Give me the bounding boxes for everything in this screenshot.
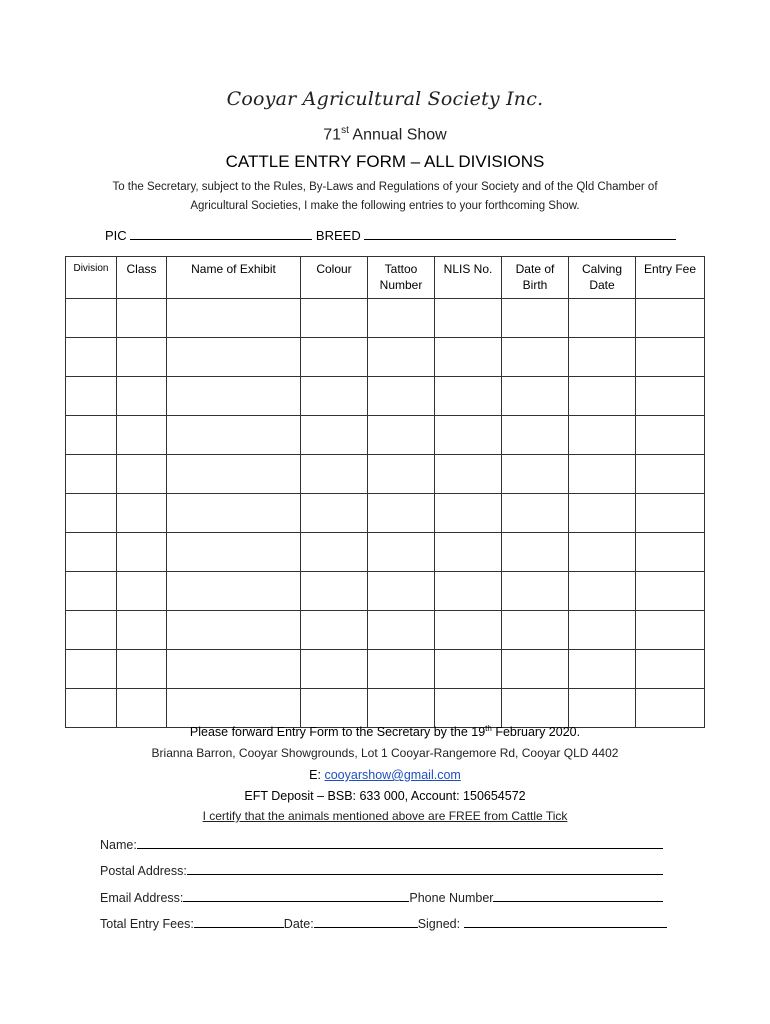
entry-cell[interactable] bbox=[636, 455, 705, 494]
pic-label: PIC bbox=[105, 228, 127, 243]
entry-cell[interactable] bbox=[435, 455, 502, 494]
entry-cell[interactable] bbox=[167, 650, 301, 689]
entry-cell[interactable] bbox=[569, 416, 636, 455]
table-row bbox=[66, 455, 705, 494]
entry-cell[interactable] bbox=[502, 572, 569, 611]
entry-cell[interactable] bbox=[167, 377, 301, 416]
table-row bbox=[66, 572, 705, 611]
entry-cell[interactable] bbox=[301, 572, 368, 611]
name-field[interactable] bbox=[137, 836, 663, 849]
entry-cell[interactable] bbox=[117, 650, 167, 689]
breed-label: BREED bbox=[315, 228, 361, 243]
entry-cell[interactable] bbox=[368, 377, 435, 416]
signed-label: Signed: bbox=[417, 917, 461, 931]
pic-breed-line bbox=[105, 228, 676, 243]
entry-cell[interactable] bbox=[502, 338, 569, 377]
entry-cell[interactable] bbox=[636, 611, 705, 650]
entry-cell[interactable] bbox=[167, 455, 301, 494]
email-label: E: bbox=[309, 768, 321, 782]
entry-cell[interactable] bbox=[66, 611, 117, 650]
col-tattoo-number: Tattoo Number bbox=[368, 257, 435, 299]
entry-cell[interactable] bbox=[569, 689, 636, 728]
table-row bbox=[66, 338, 705, 377]
entry-cell[interactable] bbox=[66, 299, 117, 338]
entry-cell[interactable] bbox=[117, 338, 167, 377]
entry-cell[interactable] bbox=[167, 533, 301, 572]
entry-cell[interactable] bbox=[502, 377, 569, 416]
entry-cell[interactable] bbox=[636, 533, 705, 572]
col-date-of-birth: Date of Birth bbox=[502, 257, 569, 299]
entry-cell[interactable] bbox=[117, 494, 167, 533]
table-row bbox=[66, 533, 705, 572]
entry-cell[interactable] bbox=[435, 650, 502, 689]
entry-cell[interactable] bbox=[502, 416, 569, 455]
name-line bbox=[100, 836, 663, 852]
email-link[interactable]: cooyarshow@gmail.com bbox=[324, 768, 461, 782]
date-label: Date: bbox=[283, 917, 314, 931]
entry-cell[interactable] bbox=[368, 533, 435, 572]
entry-cell[interactable] bbox=[301, 689, 368, 728]
show-title bbox=[0, 125, 770, 144]
entry-cell[interactable] bbox=[636, 494, 705, 533]
table-row bbox=[66, 494, 705, 533]
entry-cell[interactable] bbox=[502, 533, 569, 572]
show-number: 71 bbox=[323, 126, 342, 144]
entry-cell[interactable] bbox=[301, 533, 368, 572]
entry-cell[interactable] bbox=[117, 377, 167, 416]
entry-cell[interactable] bbox=[502, 299, 569, 338]
table-header-row bbox=[66, 257, 705, 299]
entry-cell[interactable] bbox=[636, 650, 705, 689]
entry-cell[interactable] bbox=[167, 299, 301, 338]
postal-line bbox=[100, 862, 663, 878]
entry-cell[interactable] bbox=[435, 611, 502, 650]
entry-cell[interactable] bbox=[117, 455, 167, 494]
signature-field[interactable] bbox=[464, 915, 667, 928]
phone-field[interactable] bbox=[493, 889, 663, 902]
entry-cell[interactable] bbox=[66, 494, 117, 533]
entry-cell[interactable] bbox=[435, 494, 502, 533]
col-class: Class bbox=[117, 257, 167, 299]
fees-date-signed-line bbox=[100, 915, 667, 931]
entry-cell[interactable] bbox=[569, 299, 636, 338]
entry-cell[interactable] bbox=[636, 416, 705, 455]
entry-cell[interactable] bbox=[66, 377, 117, 416]
email-address-field[interactable] bbox=[183, 889, 409, 902]
entry-cell[interactable] bbox=[368, 455, 435, 494]
entry-cell[interactable] bbox=[368, 338, 435, 377]
entry-cell[interactable] bbox=[66, 650, 117, 689]
email-phone-line bbox=[100, 889, 663, 905]
entry-cell[interactable] bbox=[117, 572, 167, 611]
entry-cell[interactable] bbox=[368, 650, 435, 689]
entry-cell[interactable] bbox=[301, 455, 368, 494]
entry-cell[interactable] bbox=[569, 494, 636, 533]
entry-cell[interactable] bbox=[435, 689, 502, 728]
col-colour: Colour bbox=[301, 257, 368, 299]
entry-cell[interactable] bbox=[117, 611, 167, 650]
postal-field[interactable] bbox=[187, 862, 663, 875]
postal-label: Postal Address: bbox=[100, 864, 187, 878]
entry-cell[interactable] bbox=[636, 338, 705, 377]
date-field[interactable] bbox=[314, 915, 418, 928]
table-row bbox=[66, 611, 705, 650]
entry-cell[interactable] bbox=[167, 338, 301, 377]
entry-cell[interactable] bbox=[117, 689, 167, 728]
entry-cell[interactable] bbox=[502, 689, 569, 728]
entry-cell[interactable] bbox=[502, 650, 569, 689]
entry-cell[interactable] bbox=[569, 455, 636, 494]
entry-cell[interactable] bbox=[502, 494, 569, 533]
certify-statement: I certify that the animals mentioned above are FREE from Cattle Tick bbox=[202, 809, 568, 823]
col-entry-fee: Entry Fee bbox=[636, 257, 705, 299]
entry-cell[interactable] bbox=[569, 572, 636, 611]
entry-cell[interactable] bbox=[569, 650, 636, 689]
eft-details: EFT Deposit – BSB: 633 000, Account: 150654572 bbox=[244, 789, 526, 803]
entry-cell[interactable] bbox=[66, 455, 117, 494]
entry-cell[interactable] bbox=[301, 377, 368, 416]
entry-cell[interactable] bbox=[301, 611, 368, 650]
pic-field[interactable] bbox=[130, 228, 312, 240]
entry-cell[interactable] bbox=[167, 416, 301, 455]
breed-field[interactable] bbox=[364, 228, 676, 240]
table-row bbox=[66, 416, 705, 455]
entry-cell[interactable] bbox=[636, 572, 705, 611]
entry-cell[interactable] bbox=[301, 494, 368, 533]
entry-cell[interactable] bbox=[502, 611, 569, 650]
entry-cell[interactable] bbox=[435, 338, 502, 377]
phone-label: Phone Number bbox=[409, 891, 494, 905]
entry-cell[interactable] bbox=[301, 650, 368, 689]
entry-cell[interactable] bbox=[636, 299, 705, 338]
entry-cell[interactable] bbox=[167, 572, 301, 611]
entry-cell[interactable] bbox=[435, 572, 502, 611]
entry-cell[interactable] bbox=[368, 299, 435, 338]
entry-cell[interactable] bbox=[117, 533, 167, 572]
society-name: Cooyar Agricultural Society Inc. bbox=[226, 88, 544, 110]
show-text: Annual Show bbox=[352, 126, 447, 144]
form-title: CATTLE ENTRY FORM – ALL DIVISIONS bbox=[225, 152, 545, 171]
entry-cell[interactable] bbox=[117, 299, 167, 338]
entry-cell[interactable] bbox=[569, 611, 636, 650]
forward-instruction: Please forward Entry Form to the Secretary by the 19th February 2020. bbox=[189, 724, 581, 740]
entry-cell[interactable] bbox=[368, 416, 435, 455]
entry-cell[interactable] bbox=[636, 377, 705, 416]
entry-cell[interactable] bbox=[435, 299, 502, 338]
entry-cell[interactable] bbox=[368, 494, 435, 533]
entry-cell[interactable] bbox=[301, 338, 368, 377]
entries-table bbox=[65, 256, 705, 728]
entry-cell[interactable] bbox=[435, 416, 502, 455]
entry-cell[interactable] bbox=[435, 533, 502, 572]
entry-cell[interactable] bbox=[301, 416, 368, 455]
table-row bbox=[66, 650, 705, 689]
entry-cell[interactable] bbox=[636, 689, 705, 728]
entry-cell[interactable] bbox=[66, 338, 117, 377]
col-nlis-no: NLIS No. bbox=[435, 257, 502, 299]
entry-cell[interactable] bbox=[368, 572, 435, 611]
entry-cell[interactable] bbox=[368, 611, 435, 650]
col-name-of-exhibit: Name of Exhibit bbox=[167, 257, 301, 299]
entry-cell[interactable] bbox=[66, 416, 117, 455]
entry-cell[interactable] bbox=[117, 416, 167, 455]
entry-cell[interactable] bbox=[167, 494, 301, 533]
intro-text: To the Secretary, subject to the Rules, By-Laws and Regulations of your Society and of the Qld Chamber of Agricultural Societies, I make the following entries to your forthcoming Show. bbox=[112, 181, 658, 212]
entry-cell[interactable] bbox=[66, 689, 117, 728]
entry-cell[interactable] bbox=[66, 533, 117, 572]
entry-cell[interactable] bbox=[569, 533, 636, 572]
entry-cell[interactable] bbox=[301, 299, 368, 338]
name-label: Name: bbox=[100, 838, 137, 852]
secretary-address: Brianna Barron, Cooyar Showgrounds, Lot 1 Cooyar-Rangemore Rd, Cooyar QLD 4402 bbox=[151, 746, 619, 760]
email-line bbox=[0, 768, 770, 782]
entry-cell[interactable] bbox=[167, 689, 301, 728]
email-address-label: Email Address: bbox=[100, 891, 184, 905]
show-ordinal: st bbox=[341, 125, 349, 136]
total-fees-field[interactable] bbox=[194, 915, 284, 928]
entry-cell[interactable] bbox=[368, 689, 435, 728]
table-row bbox=[66, 377, 705, 416]
entry-cell[interactable] bbox=[435, 377, 502, 416]
table-row bbox=[66, 689, 705, 728]
table-row bbox=[66, 299, 705, 338]
total-fees-label: Total Entry Fees: bbox=[100, 917, 194, 931]
col-division: Division bbox=[66, 257, 117, 299]
entry-cell[interactable] bbox=[502, 455, 569, 494]
entry-cell[interactable] bbox=[569, 338, 636, 377]
entry-cell[interactable] bbox=[167, 611, 301, 650]
entry-cell[interactable] bbox=[66, 572, 117, 611]
entry-cell[interactable] bbox=[569, 377, 636, 416]
col-calving-date: Calving Date bbox=[569, 257, 636, 299]
